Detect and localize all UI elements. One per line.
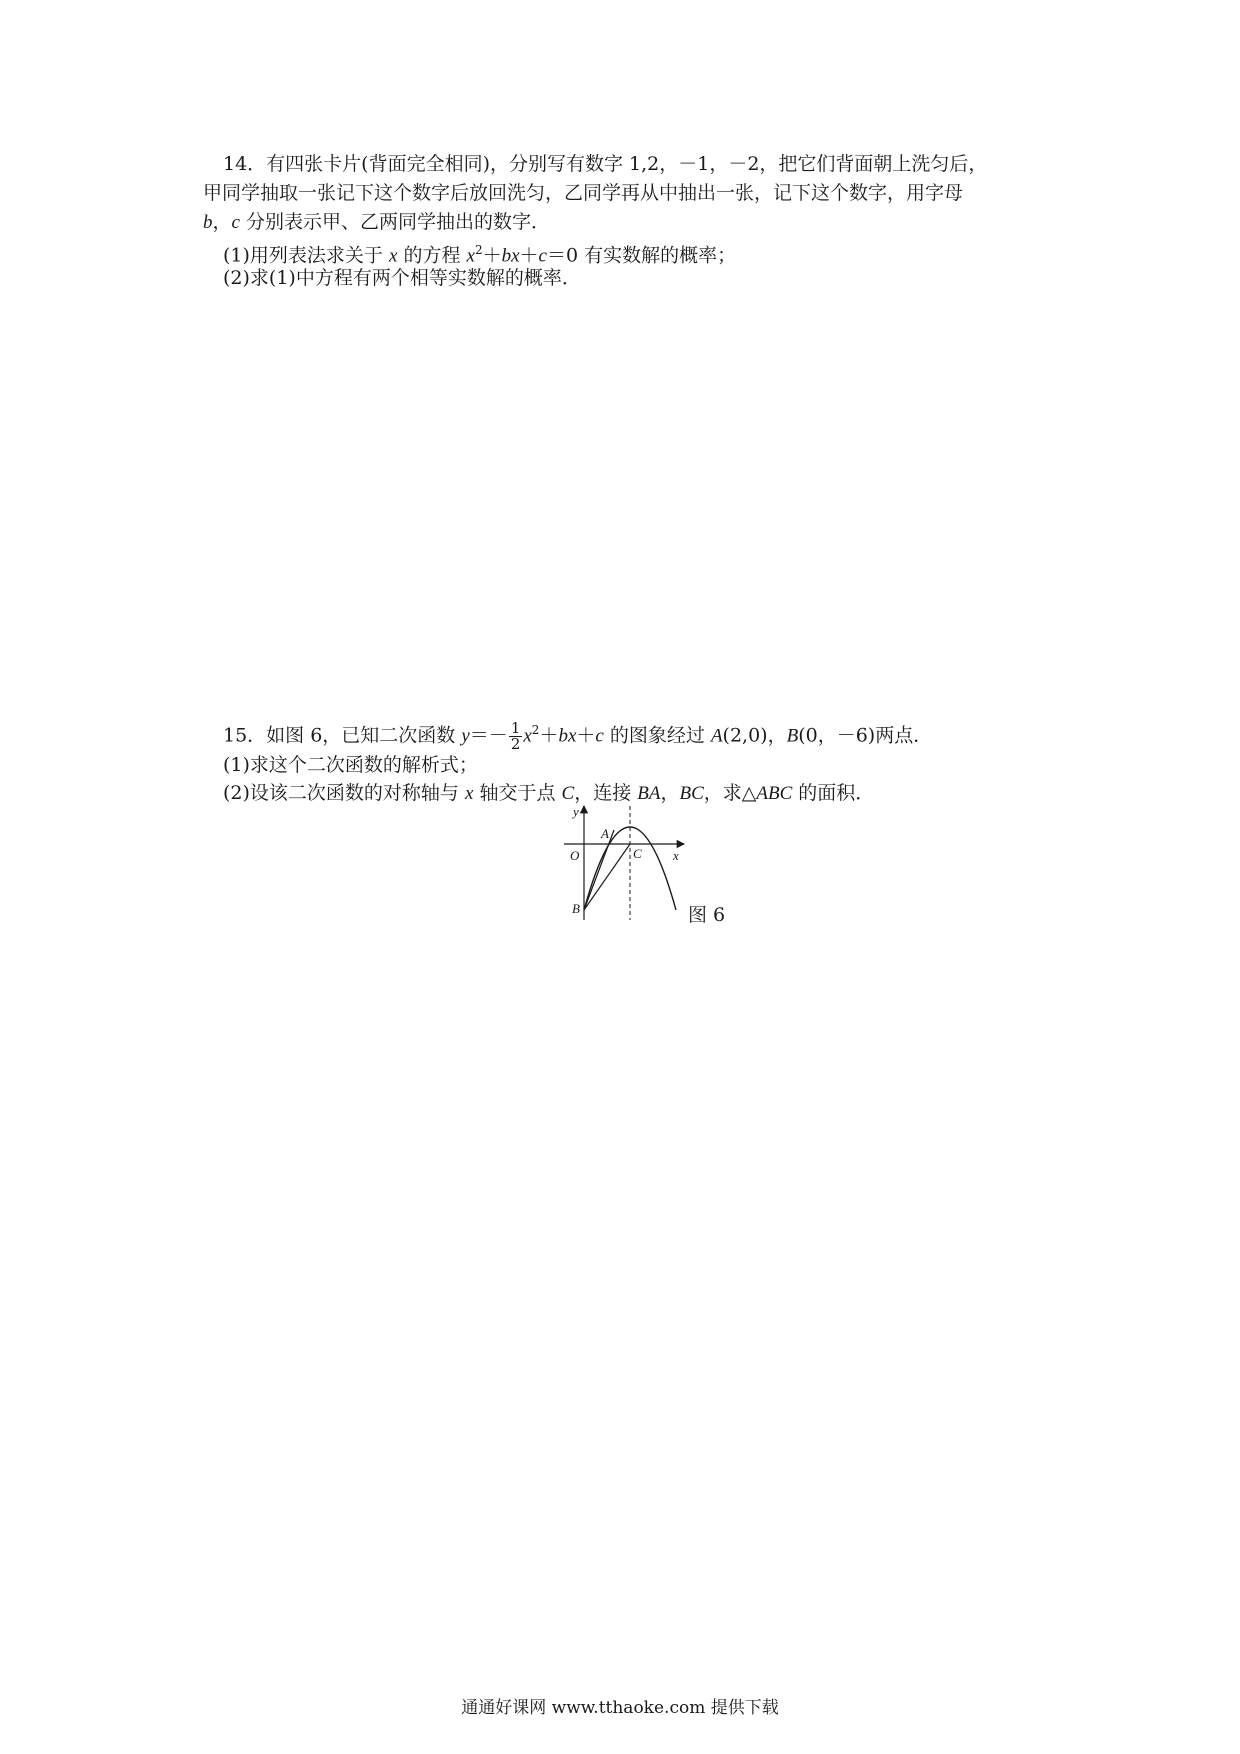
q15-part2: (2)设该二次函数的对称轴与 x 轴交于点 C，连接 BA，BC，求△ABC 的面积． xyxy=(223,782,875,804)
segment-BC xyxy=(584,844,630,910)
q14-part2: (2)求(1)中方程有两个相等实数解的概率． xyxy=(223,267,581,289)
label-C: C xyxy=(633,846,642,861)
segment-BA xyxy=(584,830,614,910)
q14-line1: 14．有四张卡片(背面完全相同)，分别写有数字 1,2，－1，－2，把它们背面朝上洗匀后， xyxy=(223,153,988,175)
figure-caption: 图 6 xyxy=(688,904,726,926)
figure-6-parabola xyxy=(560,802,700,922)
q14-line3: b，c 分别表示甲、乙两同学抽出的数字． xyxy=(203,211,550,233)
label-A: A xyxy=(601,826,609,841)
q15-stem: 15．如图 6，已知二次函数 y＝－ $\frac{1}{2}$ $x^2+bx+c$ 的图象经过 A(2,0)，B(0，－6)两点． xyxy=(223,718,933,753)
q15-part1: (1)求这个二次函数的解析式； xyxy=(223,754,478,776)
label-B: B xyxy=(572,901,580,916)
q14-part1: (1)用列表法求关于 x 的方程 $x^2+bx+c=0$ 有实数解的概率； xyxy=(223,243,737,267)
footer-source: 通通好课网 www.tthaoke.com 提供下载 xyxy=(461,1698,779,1718)
q14-line2: 甲同学抽取一张记下这个数字后放回洗匀，乙同学再从中抽出一张，记下这个数字，用字母 xyxy=(203,182,964,204)
fraction-one-half: $\frac{1}{2}$ xyxy=(510,718,521,753)
label-O: O xyxy=(570,848,580,863)
label-x: x xyxy=(673,848,679,863)
label-y: y xyxy=(573,804,579,819)
